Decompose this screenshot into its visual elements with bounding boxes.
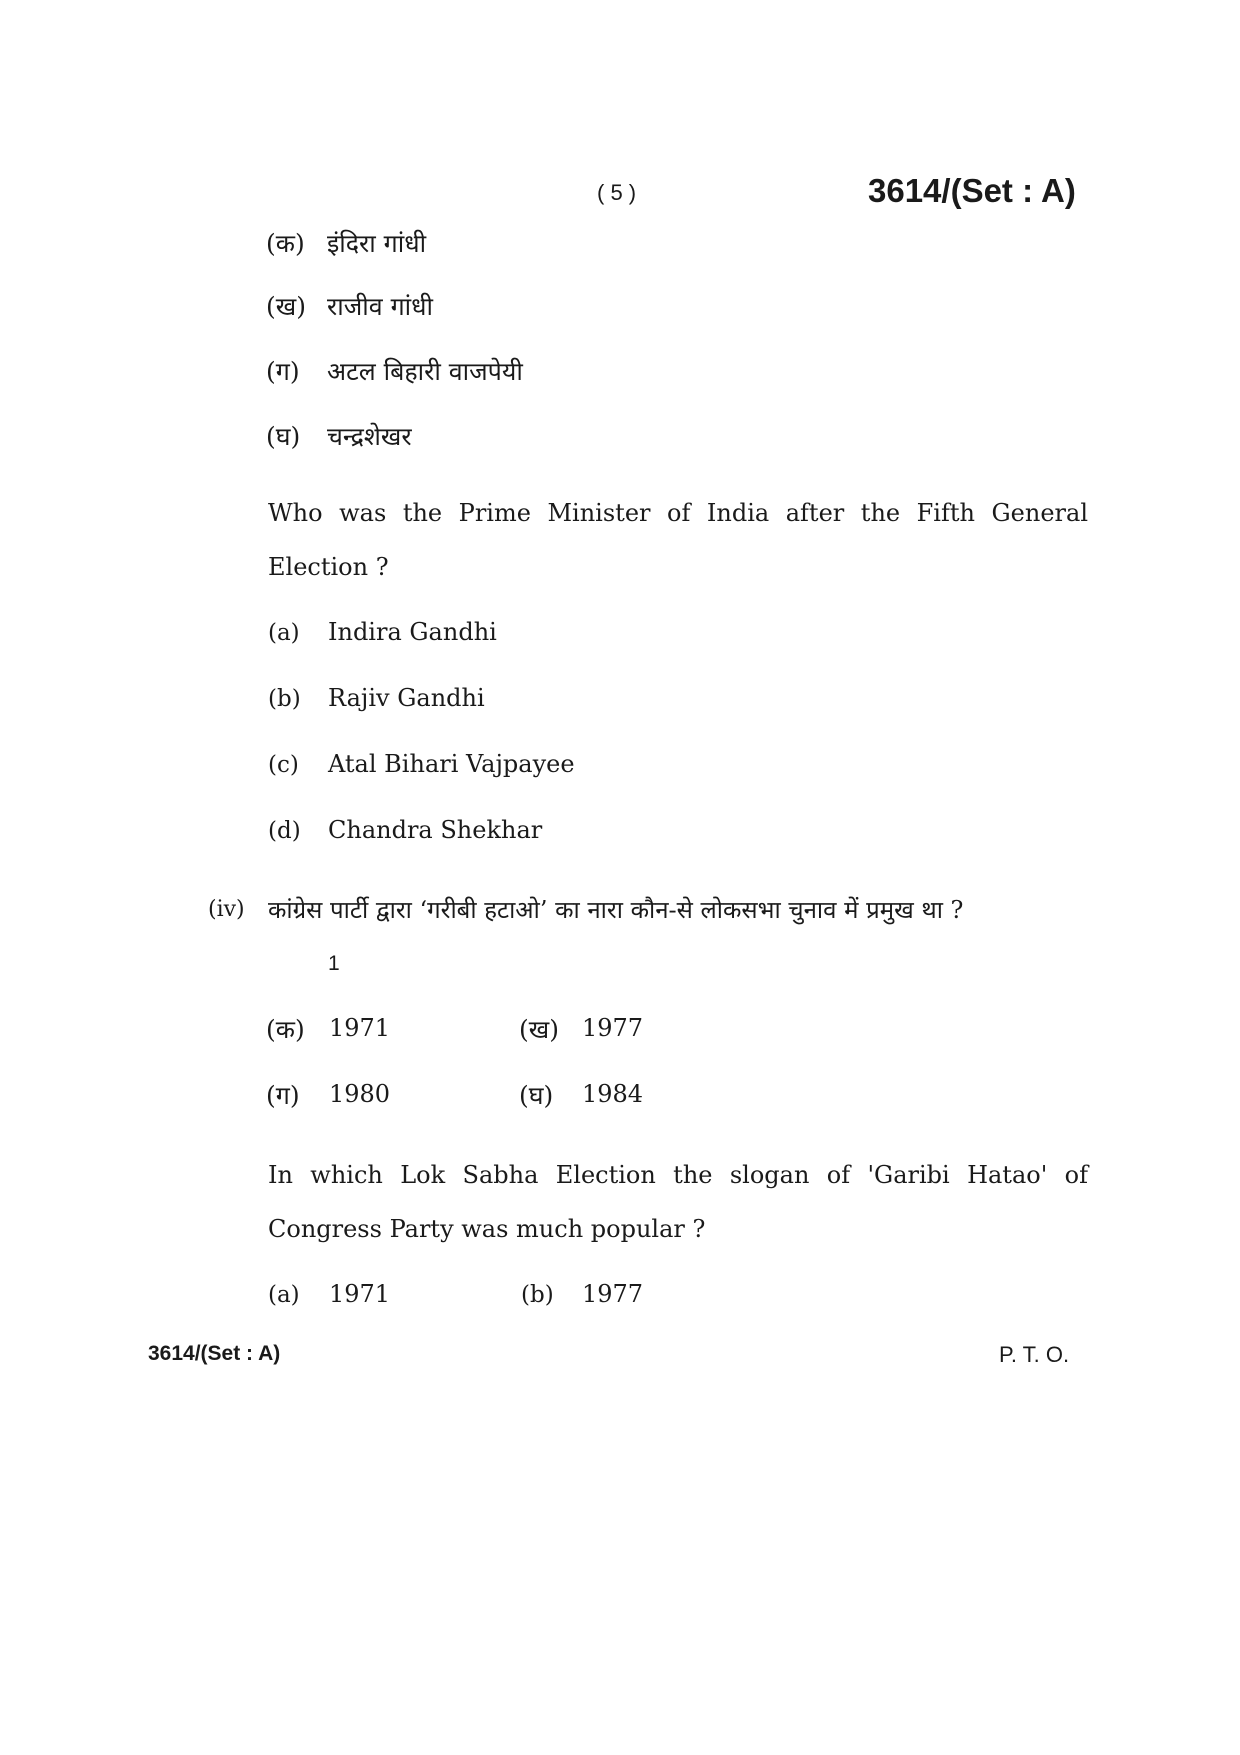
option-label: (a) (268, 1282, 300, 1308)
question-number: (iv) (208, 897, 245, 922)
option-text: Indira Gandhi (328, 618, 497, 646)
option-label: (घ) (266, 422, 301, 451)
option-label: (ख) (519, 1015, 559, 1044)
option-text: Atal Bihari Vajpayee (328, 750, 575, 778)
question-text-english: In which Lok Sabha Election the slogan of 'Garibi Hatao' of Congress Party was much popular ? (268, 1161, 1088, 1243)
option-label: (ग) (266, 1081, 300, 1110)
option-label: (क) (266, 229, 305, 258)
option-label: (c) (268, 752, 299, 778)
option-label: (घ) (519, 1081, 554, 1110)
option-text: 1977 (582, 1014, 644, 1042)
option-text: इंदिरा गांधी (327, 229, 427, 258)
option-text: अटल बिहारी वाजपेयी (327, 357, 523, 386)
option-text: Chandra Shekhar (328, 816, 543, 844)
pto-note: P. T. O. (999, 1342, 1070, 1367)
option-label: (a) (268, 620, 300, 646)
option-text: राजीव गांधी (327, 292, 433, 321)
paper-code-footer: 3614/(Set : A) (148, 1342, 281, 1365)
paper-code-header: 3614/(Set : A) (868, 172, 1076, 209)
page-number: ( 5 ) (597, 180, 637, 205)
option-text: 1980 (329, 1080, 391, 1108)
marks: 1 (328, 952, 340, 975)
option-label: (ख) (266, 292, 306, 321)
option-label: (b) (268, 686, 301, 712)
question-text-hindi: कांग्रेस पार्टी द्वारा ‘गरीबी हटाओ’ का नारा कौन-से लोकसभा चुनाव में प्रमुख था ? (268, 896, 964, 924)
question-text-english: Who was the Prime Minister of India after the Fifth General Election ? (268, 499, 1088, 581)
option-label: (ग) (266, 357, 300, 386)
option-text: चन्द्रशेखर (327, 422, 412, 451)
option-label: (क) (266, 1015, 305, 1044)
option-label: (b) (521, 1282, 554, 1308)
option-text: 1971 (329, 1014, 391, 1042)
option-text: Rajiv Gandhi (328, 684, 485, 712)
option-text: 1971 (329, 1280, 391, 1308)
option-label: (d) (268, 818, 301, 844)
option-text: 1984 (582, 1080, 644, 1108)
option-text: 1977 (582, 1280, 644, 1308)
